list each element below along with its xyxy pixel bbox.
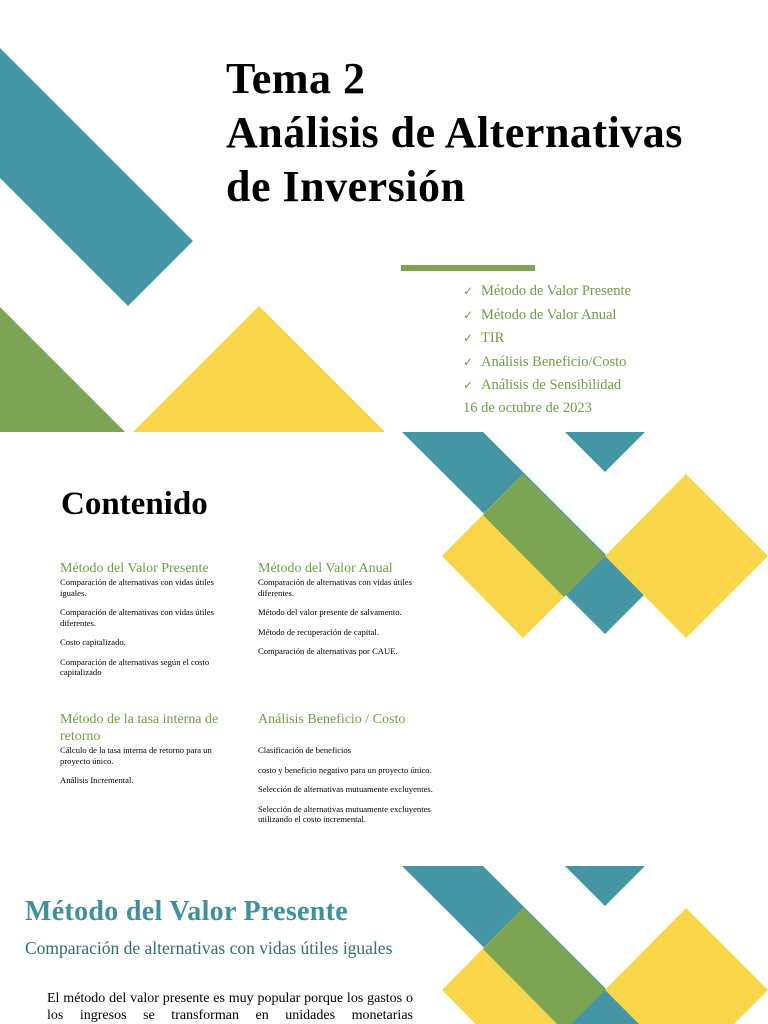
section-item: Comparación de alternativas con vidas útiles diferentes. <box>258 577 412 598</box>
section-item: Costo capitalizado. <box>60 637 126 647</box>
section-heading: Método de la tasa interna de retorno <box>60 712 219 744</box>
contents-title: Contenido <box>61 486 208 522</box>
teal-small-triangle <box>565 432 645 472</box>
presentation-title <box>226 52 683 214</box>
yellow-diamond-right <box>605 474 768 638</box>
section-item: Selección de alternativas mutuamente excluyentes. <box>258 784 433 794</box>
checklist-item <box>463 280 631 304</box>
yellow-diamond-right <box>605 908 768 1024</box>
section-heading: Método del Valor Anual <box>258 561 393 576</box>
section-item: Comparación de alternativas por CAUE. <box>258 646 398 656</box>
contents-section <box>60 560 240 687</box>
section-heading: Método del Valor Presente <box>60 561 209 576</box>
check-icon: ✓ <box>463 378 474 393</box>
section-title: Método del Valor Presente <box>25 896 348 927</box>
checklist-item-label: Análisis de Sensibilidad <box>481 377 622 394</box>
section-subtitle: Comparación de alternativas con vidas útiles iguales <box>25 938 393 958</box>
title-line: Tema 2 <box>226 54 366 103</box>
contents-section <box>258 711 438 834</box>
section-item: Selección de alternativas mutuamente excluyentes utilizando el costo incremental. <box>258 803 431 824</box>
yellow-triangle <box>133 306 385 432</box>
section-item: Comparación de alternativas con vidas útiles diferentes. <box>60 607 214 628</box>
check-icon: ✓ <box>463 354 474 369</box>
checklist-item-label: Método de Valor Presente <box>481 283 631 299</box>
title-line: Análisis de Alternativas <box>226 108 683 157</box>
slide-title <box>0 0 768 432</box>
section-item: Clasificación de beneficios <box>258 745 352 755</box>
checklist-item <box>463 327 631 351</box>
section-heading: Análisis Beneficio / Costo <box>258 712 406 727</box>
section-item: Método del valor presente de salvamento. <box>258 607 402 617</box>
checklist-item-label: TIR <box>481 330 505 347</box>
body-paragraph: El método del valor presente es muy popular porque los gastos o los ingresos se transforman en unidades monetarias <box>47 991 413 1023</box>
section-item: costo y beneficio negativo para un proyecto único. <box>258 764 432 775</box>
presentation-date: 16 de octubre de 2023 <box>463 400 592 416</box>
slide-present-value <box>0 866 768 1024</box>
accent-bar <box>401 265 535 271</box>
checklist-item-label: Análisis Beneficio/Costo <box>481 353 627 370</box>
section-item: Comparación de alternativas con vidas útiles iguales. <box>60 577 214 598</box>
topic-checklist <box>463 280 631 398</box>
checklist-item-label: Método de Valor Anual <box>481 306 617 323</box>
section-item: Cálculo de la tasa interna de retorno para un proyecto único. <box>60 745 212 766</box>
title-line: de Inversión <box>226 162 466 211</box>
green-triangle <box>0 307 125 432</box>
contents-section <box>60 711 240 795</box>
checklist-item <box>463 351 631 375</box>
check-icon: ✓ <box>463 284 474 298</box>
section-item: Análisis Incremental. <box>60 775 134 785</box>
section-item: Comparación de alternativas según el costo capitalizado <box>60 656 210 677</box>
checklist-item <box>463 304 631 328</box>
slide-contents <box>0 432 768 866</box>
section-item: Método de recuperación de capital. <box>258 626 379 637</box>
contents-section <box>258 560 438 666</box>
check-icon: ✓ <box>463 331 474 346</box>
check-icon: ✓ <box>463 307 474 322</box>
teal-diagonal-band <box>0 48 193 306</box>
teal-small-triangle <box>565 866 645 906</box>
checklist-item <box>463 374 631 398</box>
